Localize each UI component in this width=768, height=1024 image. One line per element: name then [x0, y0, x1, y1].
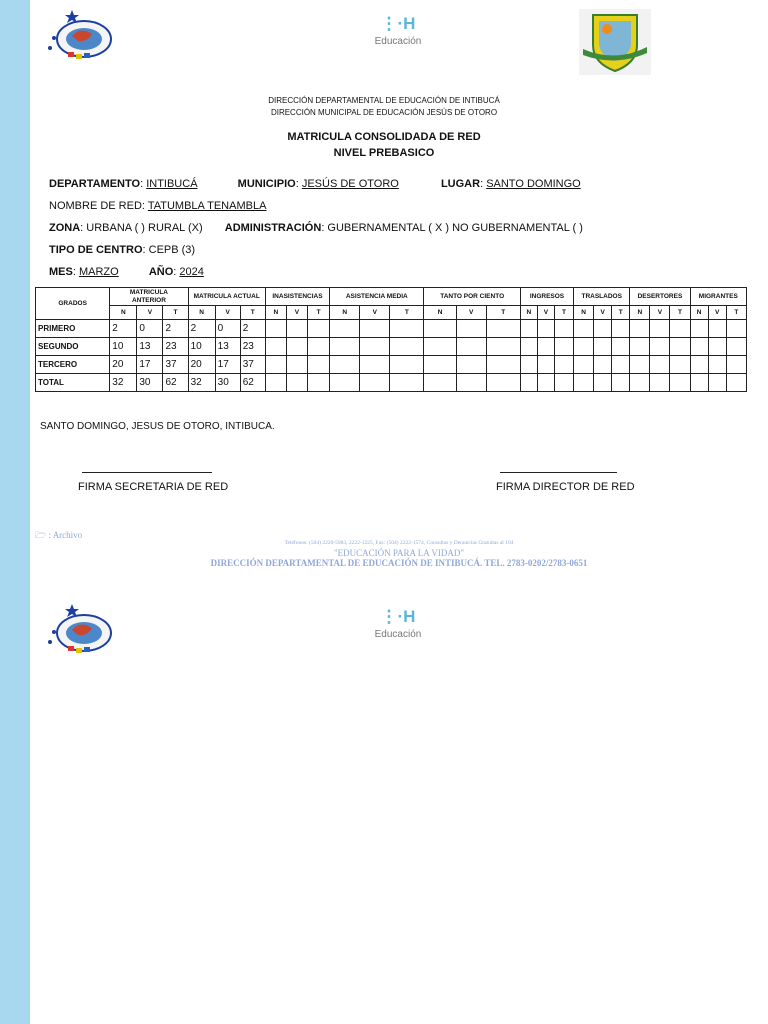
value-cell — [612, 320, 630, 338]
tipo-centro-value: : CEPB (3) — [142, 244, 196, 256]
honduras-education-logo — [366, 607, 430, 653]
value-cell — [630, 374, 650, 392]
value-cell — [265, 338, 286, 356]
value-cell — [554, 374, 573, 392]
value-cell — [265, 320, 286, 338]
value-cell: 17 — [215, 356, 240, 374]
zona-label: ZONA — [49, 222, 81, 234]
value-cell: 0 — [215, 320, 240, 338]
h-logo-icon: ⋮·H — [380, 14, 416, 33]
value-cell — [286, 374, 307, 392]
value-cell — [286, 320, 307, 338]
sub-header-cell: T — [308, 306, 330, 320]
value-cell — [390, 356, 424, 374]
value-cell: 62 — [240, 374, 265, 392]
municipio-value: JESÚS DE OTORO — [301, 178, 399, 190]
header-line-1: DIRECCIÓN DEPARTAMENTAL DE EDUCACIÓN DE INTIBUCÁ — [268, 96, 500, 105]
table-row — [36, 356, 747, 374]
value-cell — [690, 320, 708, 338]
group-header: TRASLADOS — [574, 288, 630, 306]
value-cell — [456, 338, 486, 356]
value-cell: 10 — [188, 338, 215, 356]
sub-header-cell: T — [612, 306, 630, 320]
value-cell — [456, 320, 486, 338]
value-cell — [708, 356, 726, 374]
value-cell: 13 — [215, 338, 240, 356]
sub-header-cell: V — [594, 306, 612, 320]
honduras-education-logo — [366, 14, 430, 60]
value-cell — [574, 356, 594, 374]
value-cell: 2 — [188, 320, 215, 338]
sub-header-cell: V — [286, 306, 307, 320]
school-shield-logo — [579, 9, 651, 75]
value-cell — [670, 356, 690, 374]
value-cell — [308, 320, 330, 338]
table-body — [36, 320, 747, 392]
sub-header-cell: N — [520, 306, 537, 320]
document-subtitle: NIVEL PREBASICO — [333, 147, 435, 159]
value-cell — [630, 338, 650, 356]
value-cell — [520, 374, 537, 392]
group-header: INGRESOS — [520, 288, 573, 306]
value-cell: 23 — [240, 338, 265, 356]
sub-header-cell: T — [554, 306, 573, 320]
value-cell — [330, 320, 360, 338]
grado-cell: TOTAL — [36, 374, 110, 392]
value-cell — [308, 374, 330, 392]
value-cell — [554, 356, 573, 374]
sub-header-cell: N — [110, 306, 137, 320]
archivo-label: Archivo — [52, 530, 83, 540]
value-cell — [330, 356, 360, 374]
anio-value: 2024 — [179, 266, 204, 278]
footer-phones: Teléfonos: (504) 2220-5983, 2222-1225, Fax: (504) 2222-1574, Consultas y Denuncias Gratuitas al 104 — [284, 540, 514, 546]
table-group-header-row — [36, 288, 747, 306]
h-logo-icon: ⋮·H — [380, 607, 416, 626]
sub-header-cell: N — [574, 306, 594, 320]
value-cell — [360, 320, 390, 338]
table-row — [36, 338, 747, 356]
value-cell — [360, 356, 390, 374]
value-cell — [424, 338, 456, 356]
value-cell — [360, 338, 390, 356]
departamento-value: INTIBUCÁ — [146, 178, 198, 190]
fecha-row: MES: MARZO AÑO: 2024 — [49, 266, 204, 278]
left-margin-bar — [0, 0, 30, 1024]
value-cell — [286, 356, 307, 374]
value-cell: 30 — [137, 374, 163, 392]
value-cell — [265, 356, 286, 374]
red-row — [49, 200, 266, 212]
group-header: MATRICULA ANTERIOR — [110, 288, 188, 306]
value-cell: 20 — [188, 356, 215, 374]
value-cell — [574, 338, 594, 356]
header-line-2: DIRECCIÓN MUNICIPAL DE EDUCACIÓN JESÚS DE OTORO — [270, 108, 498, 117]
zona-row — [49, 222, 583, 234]
value-cell — [594, 374, 612, 392]
value-cell — [690, 338, 708, 356]
value-cell — [726, 320, 746, 338]
sub-header-cell: N — [265, 306, 286, 320]
value-cell: 37 — [240, 356, 265, 374]
educacion-logo-text: Educación — [374, 629, 422, 640]
administracion-label: ADMINISTRACIÓN — [224, 222, 322, 234]
value-cell — [726, 374, 746, 392]
group-header: INASISTENCIAS — [265, 288, 329, 306]
value-cell — [265, 374, 286, 392]
zona-value: : URBANA ( ) RURAL (X) — [80, 222, 203, 234]
value-cell — [708, 338, 726, 356]
enrollment-table — [35, 287, 747, 392]
value-cell — [537, 338, 554, 356]
centro-row — [49, 244, 195, 256]
location-row: DEPARTAMENTO: INTIBUCÁ MUNICIPIO: JESÚS DE OTORO LUGAR: SANTO DOMINGO — [49, 178, 581, 190]
departamento-label: DEPARTAMENTO — [49, 178, 141, 190]
table-row — [36, 320, 747, 338]
table-sub-header-row — [36, 306, 747, 320]
value-cell — [612, 338, 630, 356]
value-cell: 13 — [137, 338, 163, 356]
value-cell — [456, 374, 486, 392]
value-cell — [537, 374, 554, 392]
value-cell — [520, 320, 537, 338]
value-cell: 0 — [137, 320, 163, 338]
value-cell — [670, 338, 690, 356]
value-cell — [330, 338, 360, 356]
lugar-value: SANTO DOMINGO — [486, 178, 581, 190]
left-signature-line — [82, 472, 212, 473]
footer-department: DIRECCIÓN DEPARTAMENTAL DE EDUCACIÓN DE INTIBUCÁ. TEL. 2783-0202/2783-0651 — [210, 558, 588, 568]
value-cell — [630, 356, 650, 374]
red-label: NOMBRE DE RED: — [49, 200, 145, 212]
value-cell — [690, 356, 708, 374]
value-cell — [726, 338, 746, 356]
grados-header: GRADOS — [36, 288, 110, 320]
value-cell — [630, 320, 650, 338]
value-cell — [424, 374, 456, 392]
sub-header-cell: V — [650, 306, 670, 320]
value-cell — [486, 320, 520, 338]
municipio-label: MUNICIPIO — [237, 178, 296, 190]
sub-header-cell: T — [240, 306, 265, 320]
table-row — [36, 374, 747, 392]
sub-header-cell: T — [390, 306, 424, 320]
value-cell — [390, 338, 424, 356]
place-line: SANTO DOMINGO, JESUS DE OTORO, INTIBUCA. — [40, 421, 275, 432]
document-title: MATRICULA CONSOLIDADA DE RED — [287, 131, 481, 143]
value-cell — [594, 338, 612, 356]
department-seal-logo — [42, 8, 116, 64]
value-cell — [612, 356, 630, 374]
value-cell — [424, 356, 456, 374]
sub-header-cell: T — [163, 306, 188, 320]
sub-header-cell: V — [137, 306, 163, 320]
archivo-link[interactable]: 🗁 : Archivo — [35, 530, 83, 540]
right-signature-line — [500, 472, 617, 473]
value-cell: 10 — [110, 338, 137, 356]
sub-header-cell: T — [486, 306, 520, 320]
mes-label: MES — [49, 266, 73, 278]
department-seal-logo — [42, 602, 116, 658]
value-cell — [554, 338, 573, 356]
value-cell — [574, 320, 594, 338]
administracion-value: : GUBERNAMENTAL ( X ) NO GUBERNAMENTAL ( ) — [321, 222, 583, 234]
anio-label: AÑO — [148, 266, 174, 278]
value-cell — [486, 338, 520, 356]
sub-header-cell: T — [670, 306, 690, 320]
value-cell: 32 — [110, 374, 137, 392]
sub-header-cell: N — [630, 306, 650, 320]
value-cell — [424, 320, 456, 338]
group-header: TANTO POR CIENTO — [424, 288, 520, 306]
group-header: MIGRANTES — [690, 288, 746, 306]
sub-header-cell: V — [360, 306, 390, 320]
value-cell — [690, 374, 708, 392]
value-cell — [650, 374, 670, 392]
value-cell — [286, 338, 307, 356]
value-cell: 2 — [240, 320, 265, 338]
value-cell — [520, 356, 537, 374]
value-cell — [670, 320, 690, 338]
footer-motto: "EDUCACIÓN PARA LA VIDAD" — [333, 548, 465, 558]
value-cell — [554, 320, 573, 338]
value-cell: 62 — [163, 374, 188, 392]
value-cell — [670, 374, 690, 392]
value-cell: 2 — [163, 320, 188, 338]
value-cell — [726, 356, 746, 374]
value-cell — [650, 338, 670, 356]
left-signature-label: FIRMA SECRETARIA DE RED — [78, 481, 229, 493]
value-cell — [330, 374, 360, 392]
red-value: TATUMBLA TENAMBLA — [147, 200, 267, 212]
sub-header-cell: N — [424, 306, 456, 320]
value-cell — [308, 338, 330, 356]
sub-header-cell: N — [690, 306, 708, 320]
value-cell — [520, 338, 537, 356]
educacion-logo-text: Educación — [374, 36, 422, 47]
value-cell — [308, 356, 330, 374]
value-cell: 37 — [163, 356, 188, 374]
value-cell — [594, 356, 612, 374]
value-cell — [612, 374, 630, 392]
sub-header-cell: V — [215, 306, 240, 320]
tipo-centro-label: TIPO DE CENTRO — [49, 244, 143, 256]
lugar-label: LUGAR — [440, 178, 481, 190]
value-cell — [708, 374, 726, 392]
value-cell — [594, 320, 612, 338]
value-cell — [390, 320, 424, 338]
value-cell — [390, 374, 424, 392]
value-cell: 2 — [110, 320, 137, 338]
grado-cell: SEGUNDO — [36, 338, 110, 356]
value-cell: 32 — [188, 374, 215, 392]
value-cell: 23 — [163, 338, 188, 356]
sub-header-cell: V — [537, 306, 554, 320]
group-header: MATRICULA ACTUAL — [188, 288, 265, 306]
mes-value: MARZO — [78, 266, 119, 278]
sub-header-cell: V — [456, 306, 486, 320]
value-cell: 20 — [110, 356, 137, 374]
right-signature-label: FIRMA DIRECTOR DE RED — [496, 481, 635, 493]
sub-header-cell: T — [726, 306, 746, 320]
sub-header-cell: N — [330, 306, 360, 320]
value-cell — [537, 356, 554, 374]
value-cell — [574, 374, 594, 392]
grado-cell: TERCERO — [36, 356, 110, 374]
grado-cell: PRIMERO — [36, 320, 110, 338]
value-cell — [537, 320, 554, 338]
value-cell — [360, 374, 390, 392]
value-cell: 17 — [137, 356, 163, 374]
value-cell — [650, 356, 670, 374]
value-cell — [486, 374, 520, 392]
sub-header-cell: N — [188, 306, 215, 320]
sub-header-cell: V — [708, 306, 726, 320]
value-cell — [650, 320, 670, 338]
value-cell — [486, 356, 520, 374]
folder-icon: 🗁 — [35, 530, 47, 540]
group-header: DESERTORES — [630, 288, 690, 306]
value-cell — [708, 320, 726, 338]
group-header: ASISTENCIA MEDIA — [330, 288, 424, 306]
value-cell: 30 — [215, 374, 240, 392]
value-cell — [456, 356, 486, 374]
